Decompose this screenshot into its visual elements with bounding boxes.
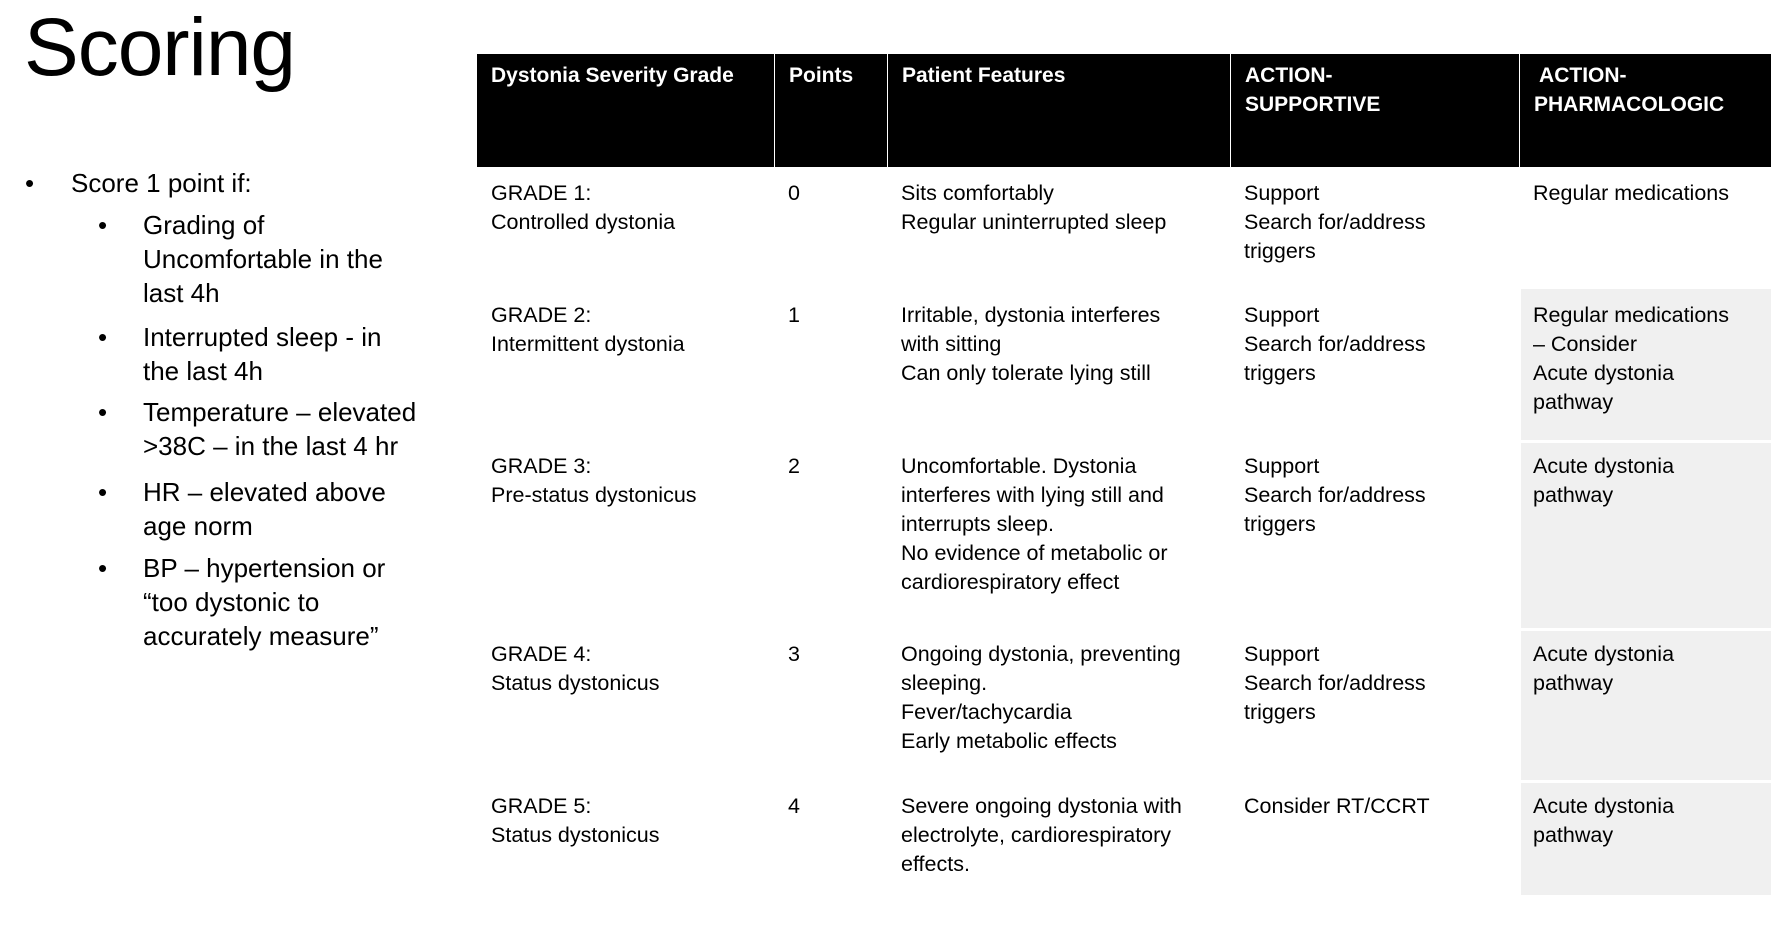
cell-points (774, 167, 887, 289)
cell-text: GRADE 3: (491, 454, 592, 478)
cell-text: Consider RT/CCRT (1244, 794, 1430, 818)
cell-supportive (1230, 289, 1519, 440)
criteria-item-line: HR – elevated above (143, 477, 386, 507)
cell-text: No evidence of metabolic or (901, 541, 1168, 565)
header-label: Dystonia Severity Grade (491, 64, 734, 87)
criteria-item-line: accurately measure” (143, 621, 379, 651)
cell-text: Ongoing dystonia, preventing (901, 642, 1181, 666)
criteria-item-line: Interrupted sleep - in (143, 322, 382, 352)
cell-text: Acute dystonia (1533, 361, 1675, 385)
header-label: Points (789, 64, 854, 87)
bullet-icon: • (25, 168, 35, 198)
cell-text: 2 (788, 454, 800, 478)
cell-text: Status dystonicus (491, 823, 660, 847)
cell-text: interrupts sleep. (901, 512, 1054, 536)
criteria-item-line: Grading of (143, 210, 265, 240)
cell-text: Search for/address (1244, 332, 1426, 356)
cell-pharmacologic (1521, 631, 1771, 780)
cell-grade (477, 440, 774, 628)
cell-text: effects. (901, 852, 970, 876)
cell-supportive (1230, 167, 1519, 289)
sub-bullet-icon: • (98, 553, 108, 583)
cell-text: Search for/address (1244, 483, 1426, 507)
cell-text: Search for/address (1244, 210, 1426, 234)
header-label: Patient Features (902, 64, 1066, 87)
cell-points (774, 780, 887, 895)
header-severity-grade (477, 54, 774, 167)
cell-text: Regular medications (1533, 181, 1729, 205)
header-action-supportive (1231, 54, 1519, 167)
cell-text: Intermittent dystonia (491, 332, 685, 356)
cell-text: 3 (788, 642, 800, 666)
cell-text: Severe ongoing dystonia with (901, 794, 1182, 818)
criteria-item (143, 551, 443, 653)
cell-text: Support (1244, 642, 1320, 666)
cell-text: Early metabolic effects (901, 729, 1117, 753)
cell-text: Acute dystonia (1533, 642, 1675, 666)
criteria-item-line: Uncomfortable in the (143, 244, 383, 274)
header-label: SUPPORTIVE (1245, 93, 1381, 116)
cell-text: GRADE 5: (491, 794, 592, 818)
cell-grade (477, 289, 774, 440)
criteria-item (143, 475, 443, 543)
cell-text: pathway (1533, 483, 1614, 507)
cell-text: triggers (1244, 700, 1316, 724)
cell-text: pathway (1533, 823, 1614, 847)
cell-text: Sits comfortably (901, 181, 1054, 205)
cell-text: pathway (1533, 390, 1614, 414)
cell-supportive (1230, 628, 1519, 780)
cell-text: triggers (1244, 239, 1316, 263)
cell-text: Controlled dystonia (491, 210, 676, 234)
criteria-intro: Score 1 point if: (71, 168, 252, 198)
cell-text: Support (1244, 454, 1320, 478)
criteria-item (143, 320, 443, 388)
criteria-item-line: BP – hypertension or (143, 553, 386, 583)
sub-bullet-icon: • (98, 397, 108, 427)
cell-features (887, 780, 1230, 895)
cell-text: triggers (1244, 361, 1316, 385)
cell-points (774, 289, 887, 440)
cell-text: interferes with lying still and (901, 483, 1164, 507)
header-label: ACTION- (1534, 64, 1627, 87)
cell-points (774, 440, 887, 628)
cell-features (887, 289, 1230, 440)
cell-text: Regular medications (1533, 303, 1729, 327)
cell-features (887, 167, 1230, 289)
cell-text: electrolyte, cardiorespiratory (901, 823, 1172, 847)
criteria-item-line: >38C – in the last 4 hr (143, 431, 399, 461)
criteria-item (143, 208, 443, 310)
criteria-item-line: the last 4h (143, 356, 263, 386)
criteria-item (143, 395, 443, 463)
cell-pharmacologic (1521, 783, 1771, 895)
cell-pharmacologic (1521, 443, 1771, 628)
criteria-item-line: last 4h (143, 278, 220, 308)
cell-pharmacologic (1519, 167, 1771, 289)
header-label: ACTION- (1245, 64, 1333, 87)
sub-bullet-icon: • (98, 322, 108, 352)
cell-features (887, 628, 1230, 780)
cell-points (774, 628, 887, 780)
cell-text: GRADE 4: (491, 642, 592, 666)
cell-grade (477, 628, 774, 780)
cell-text: 4 (788, 794, 800, 818)
cell-text: with sitting (901, 332, 1002, 356)
cell-text: Uncomfortable. Dystonia (901, 454, 1137, 478)
cell-text: Search for/address (1244, 671, 1426, 695)
sub-bullet-icon: • (98, 477, 108, 507)
cell-supportive (1230, 780, 1519, 895)
cell-features (887, 440, 1230, 628)
header-label: PHARMACOLOGIC (1534, 93, 1725, 116)
cell-supportive (1230, 440, 1519, 628)
header-action-pharmacologic (1520, 54, 1771, 167)
cell-text: sleeping. (901, 671, 988, 695)
cell-text: Irritable, dystonia interferes (901, 303, 1161, 327)
cell-text: Regular uninterrupted sleep (901, 210, 1167, 234)
criteria-item-line: Temperature – elevated (143, 397, 417, 427)
cell-text: Support (1244, 303, 1320, 327)
slide-title: Scoring (24, 2, 296, 93)
cell-text: 1 (788, 303, 800, 327)
criteria-item-line: “too dystonic to (143, 587, 320, 617)
cell-text: Support (1244, 181, 1320, 205)
cell-text: pathway (1533, 671, 1614, 695)
cell-text: 0 (788, 181, 800, 205)
cell-text: Fever/tachycardia (901, 700, 1072, 724)
cell-text: cardiorespiratory effect (901, 570, 1120, 594)
cell-grade (477, 780, 774, 895)
cell-text: – Consider (1533, 332, 1637, 356)
cell-text: triggers (1244, 512, 1316, 536)
cell-grade (477, 167, 774, 289)
cell-pharmacologic (1521, 289, 1771, 440)
cell-text: Status dystonicus (491, 671, 660, 695)
cell-text: Pre-status dystonicus (491, 483, 697, 507)
header-points (775, 54, 887, 167)
cell-text: Can only tolerate lying still (901, 361, 1151, 385)
cell-text: GRADE 1: (491, 181, 592, 205)
cell-text: Acute dystonia (1533, 794, 1675, 818)
cell-text: GRADE 2: (491, 303, 592, 327)
cell-text: Acute dystonia (1533, 454, 1675, 478)
sub-bullet-icon: • (98, 210, 108, 240)
header-patient-features (888, 54, 1230, 167)
criteria-item-line: age norm (143, 511, 253, 541)
